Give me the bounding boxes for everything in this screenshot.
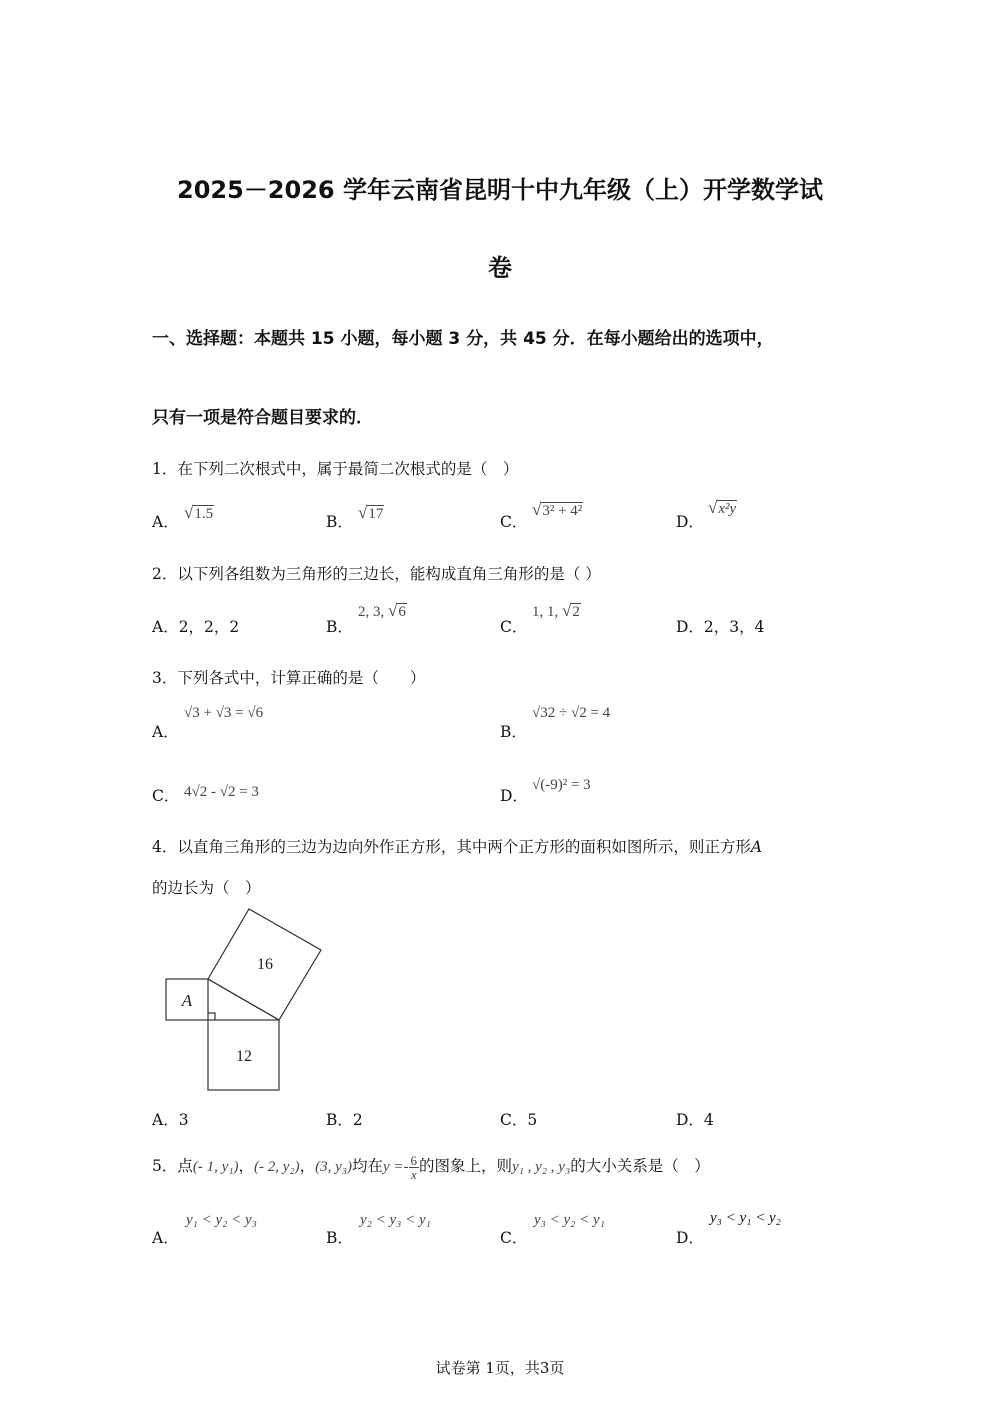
q1-option-a-math: √1.5 [184,503,214,522]
q4-option-b: B．2 [326,1111,363,1129]
q5-option-c-math: y₃ < y₂ < y₁ [534,1212,605,1228]
q5-option-d-math: y₃ < y₁ < y₂ [710,1210,781,1226]
section-heading-line1: 一、选择题：本题共 15 小题，每小题 3 分，共 45 分．在每小题给出的选项中， [152,329,774,349]
q1-option-a-label: A． [152,513,179,531]
q4-option-d: D．4 [676,1111,714,1129]
page-footer: 试卷第 1页，共3页 [435,1359,565,1377]
question-1-text: 1．在下列二次根式中，属于最简二次根式的是（ ） [152,460,519,478]
q1-option-b-label: B． [326,513,353,531]
question-2-text: 2．以下列各组数为三角形的三边长，能构成直角三角形的是（ ） [152,565,601,583]
q3-option-a-math: √3 + √3 = √6 [184,705,264,721]
q1-option-d-label: D． [676,513,704,531]
q5-option-a-math: y₁ < y₂ < y₃ [186,1212,257,1228]
q3-option-a-label: A． [152,723,179,741]
q5-option-d-label: D． [676,1229,704,1247]
q4-figure [160,905,330,1097]
square-12-label: 12 [236,1048,252,1065]
q3-option-b-math: √32 ÷ √2 = 4 [532,705,611,721]
q2-option-c-math: 1, 1, √2 [532,601,580,620]
q1-option-c-label: C． [500,513,528,531]
section-heading-line2: 只有一项是符合题目要求的． [152,408,373,428]
square-a-label: A [181,991,193,1010]
question-5-text: 5．点(- 1, y₁)，(- 2, y₂)，(3, y₃)均在y =- $\frac{6}{x}$ 的图象上，则y₁ , y₂ , y₃的大小关系是（ ） [152,1152,710,1182]
q3-option-b-label: B． [500,723,527,741]
question-4-text-line1: 4．以直角三角形的三边为边向外作正方形，其中两个正方形的面积如图所示，则正方形A [152,838,763,856]
q2-option-d: D．2，3，4 [676,618,765,636]
q2-option-b-math: 2, 3, √6 [358,601,406,620]
question-4-text-line2: 的边长为（ ） [152,879,261,897]
q3-option-d-math: √(-9)² = 3 [532,777,591,793]
q3-option-c-math: 4√2 - √2 = 3 [184,784,259,800]
square-16-label: 16 [257,956,273,973]
q1-option-b-math: √17 [358,503,384,522]
page-title-line2: 卷 [488,254,512,282]
q5-option-b-label: B． [326,1229,353,1247]
q2-option-b-label: B． [326,618,353,636]
q3-option-c-label: C． [152,787,180,805]
q1-option-c-math: √3² + 4² [532,500,583,519]
q1-option-d-math: √x²y [708,498,737,517]
q5-option-b-math: y₂ < y₃ < y₁ [360,1212,431,1228]
q4-option-a: A．3 [152,1111,189,1129]
q2-option-a: A．2，2，2 [152,618,240,636]
q2-option-c-label: C． [500,618,528,636]
question-3-text: 3．下列各式中，计算正确的是（ ） [152,669,426,687]
q5-option-c-label: C． [500,1229,528,1247]
page-title-line1: 2025－2026 学年云南省昆明十中九年级（上）开学数学试 [177,176,823,204]
q4-option-c: C．5 [500,1111,538,1129]
q5-option-a-label: A． [152,1229,179,1247]
q3-option-d-label: D． [500,787,528,805]
